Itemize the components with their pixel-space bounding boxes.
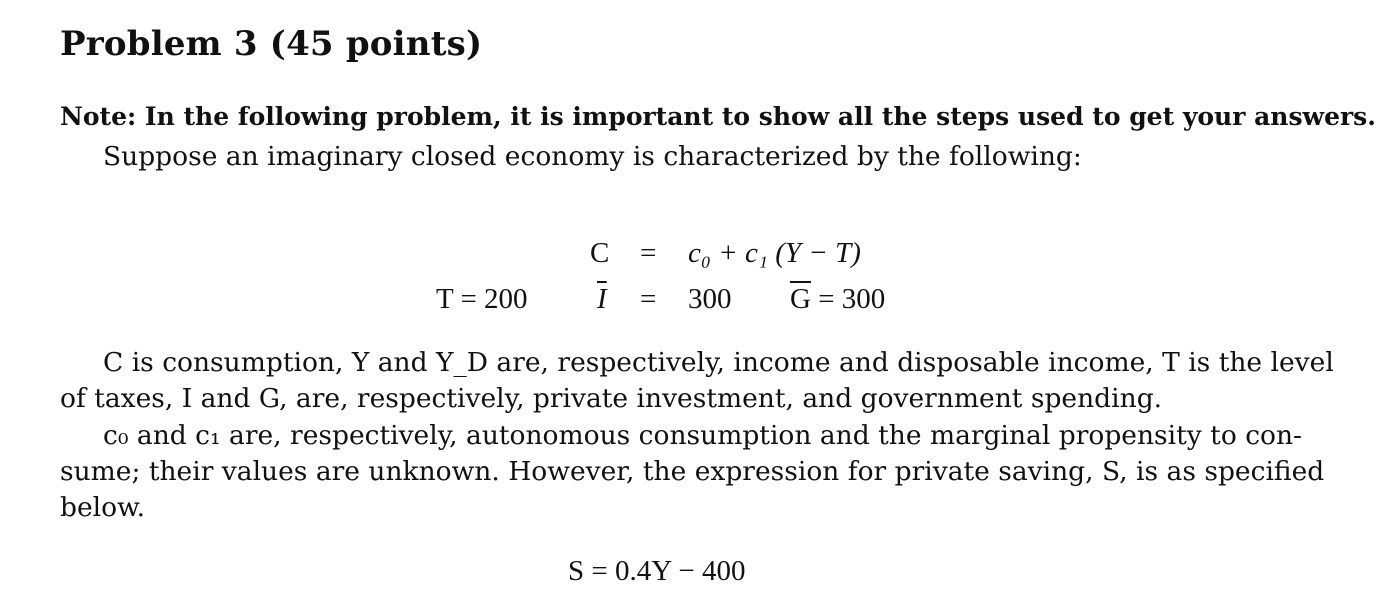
tax-equation: T = 200 (436, 283, 528, 315)
equals-sign: = (640, 237, 657, 269)
definitions-line-2: of taxes, I and G, are, respectively, private investment, and government spending. (60, 383, 1163, 414)
problem-title: Problem 3 (45 points) (60, 24, 483, 64)
definitions-line-1: C is consumption, Y and Y_D are, respectively, income and disposable income, T is the level (103, 347, 1334, 378)
parameters-line-1: c₀ and c₁ are, respectively, autonomous consumption and the marginal propensity to con- (103, 420, 1303, 451)
investment-symbol: $\overline{I}$ (597, 283, 607, 315)
consumption-function: c₀ + c₁ (Y − T) (688, 237, 861, 269)
consumption-symbol: C (590, 237, 610, 269)
intro-sentence: Suppose an imaginary closed economy is characterized by the following: (103, 141, 1082, 172)
investment-value: 300 (688, 283, 732, 315)
parameters-line-2: sume; their values are unknown. However, the expression for private saving, S, is as specified (60, 456, 1325, 487)
government-spending-equation: $\overline{G} = 300$ (790, 283, 886, 315)
equals-sign: = (640, 283, 657, 315)
parameters-line-3: below. (60, 492, 146, 523)
saving-equation: S = 0.4Y − 400 (568, 555, 746, 587)
instruction-note: Note: In the following problem, it is important to show all the steps used to get your answers. (60, 102, 1376, 131)
